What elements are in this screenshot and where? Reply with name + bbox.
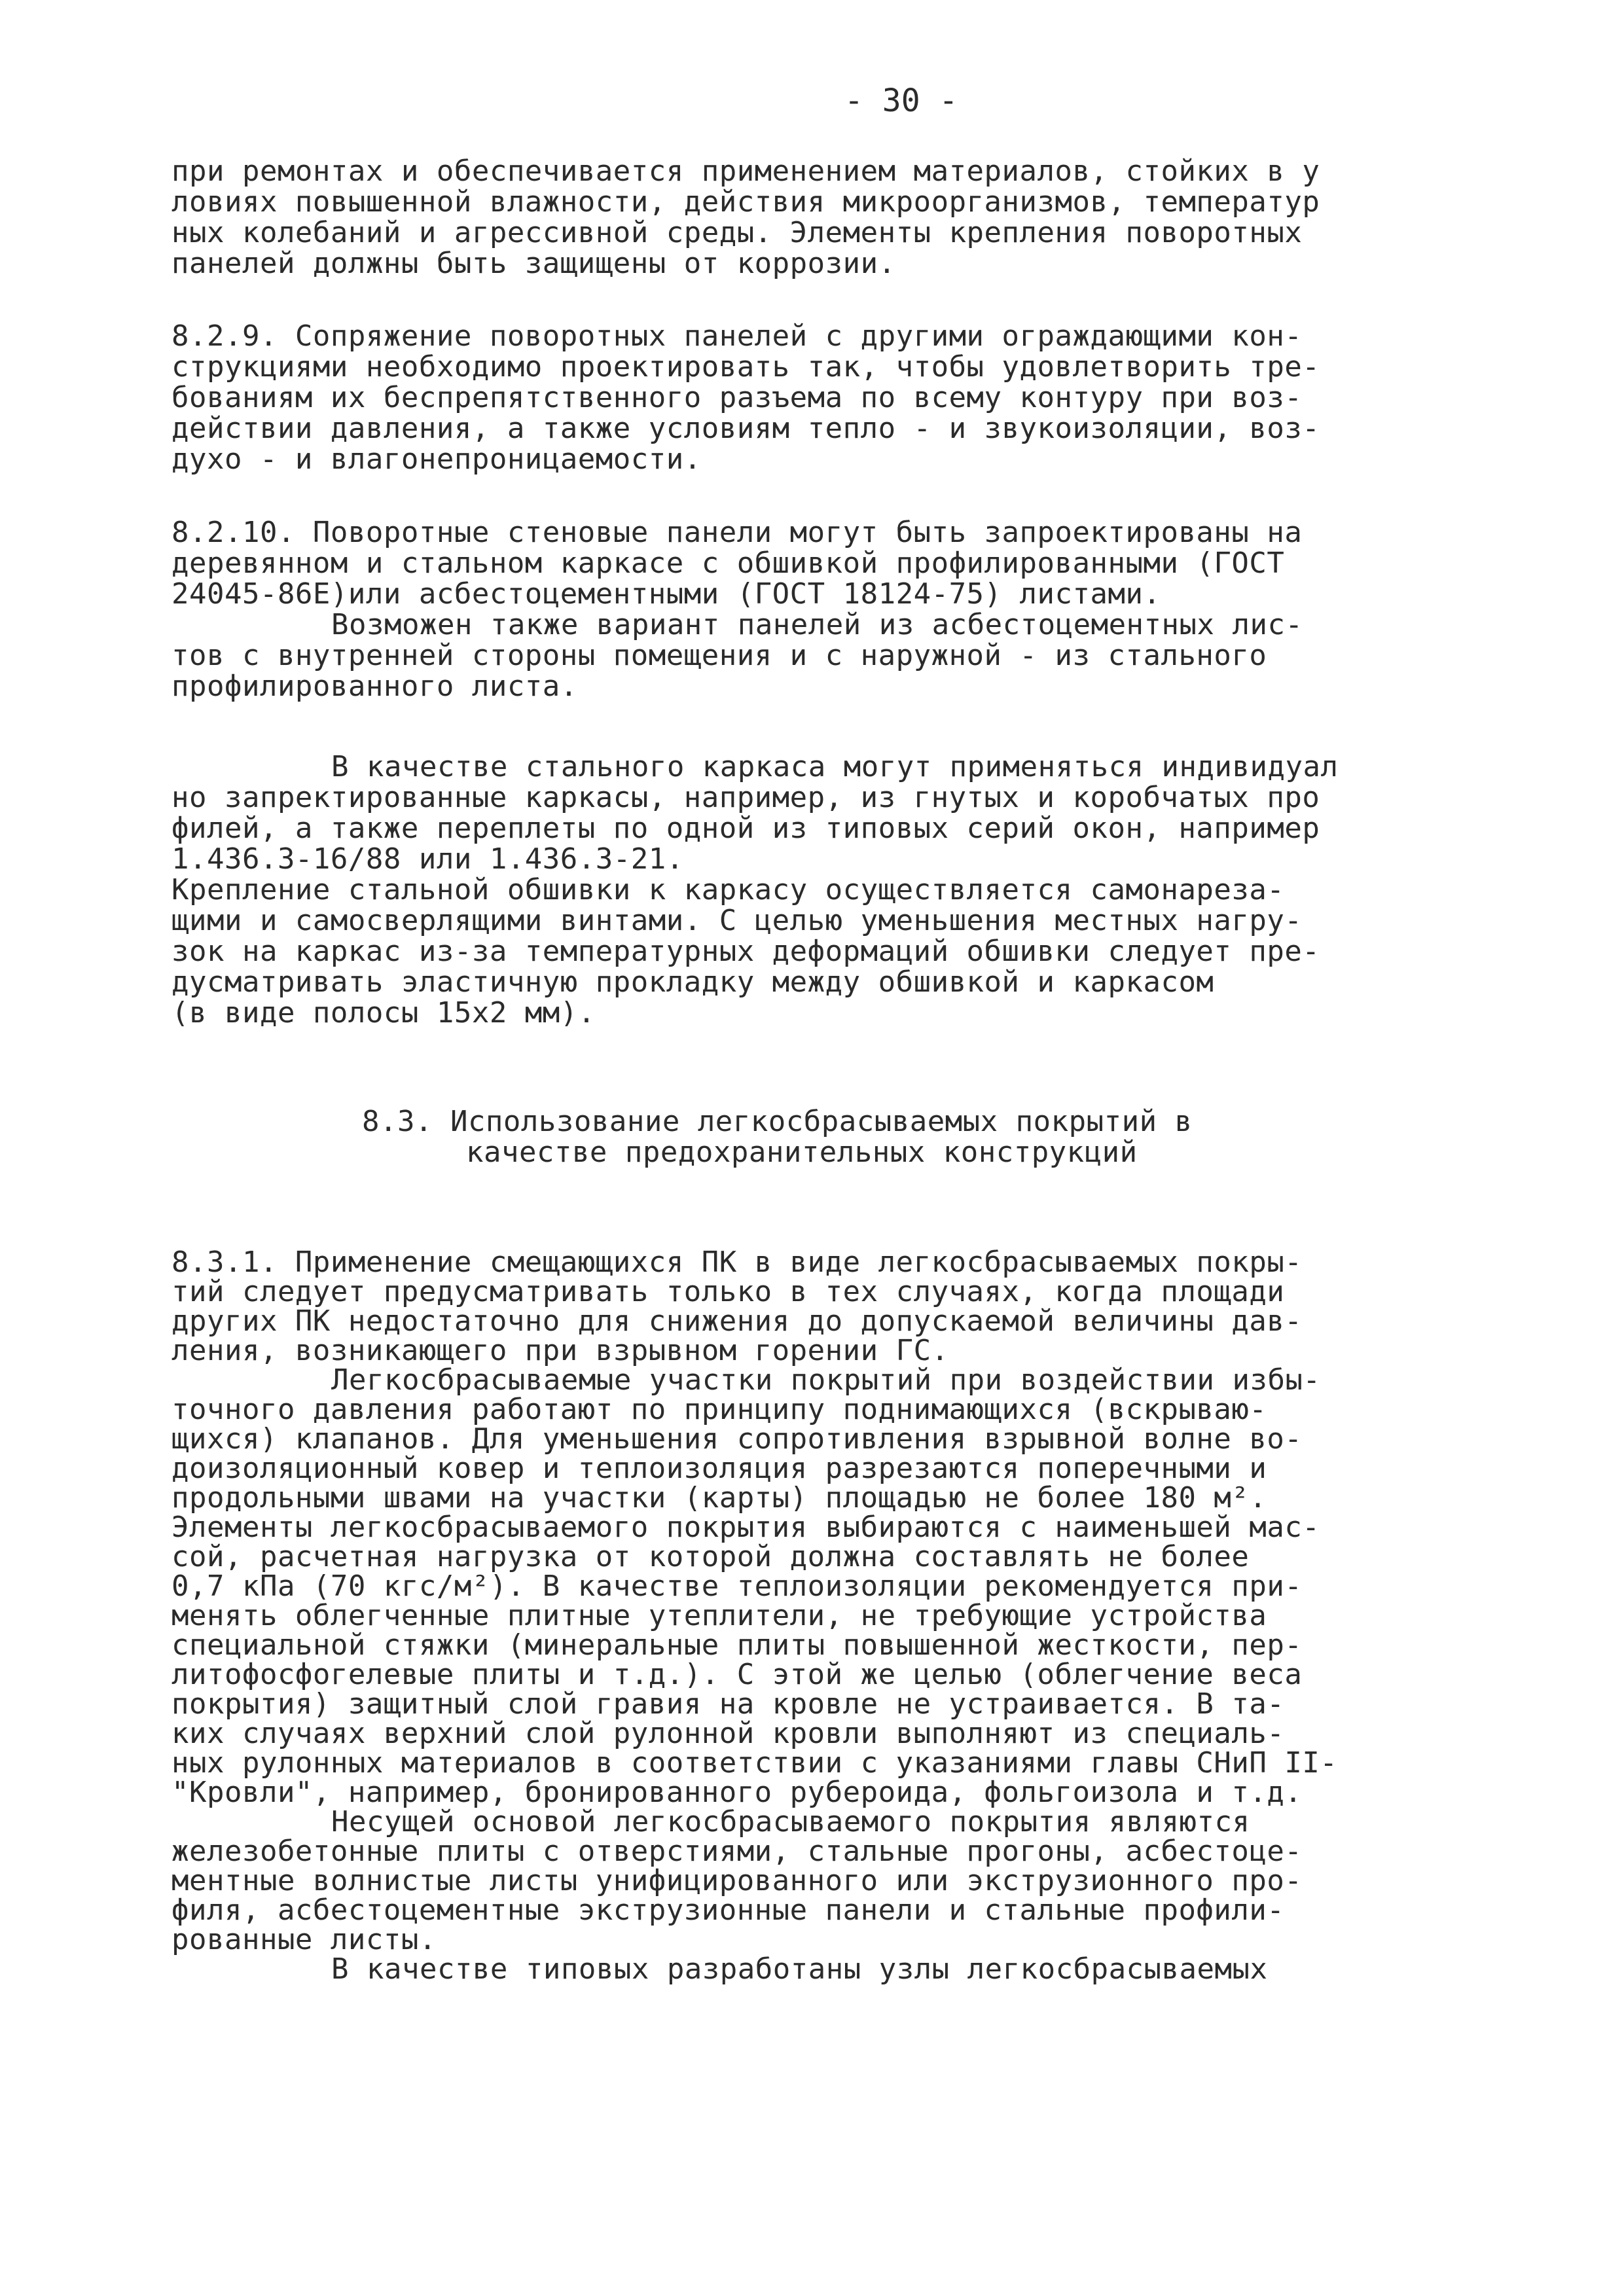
page-number: - 30 - [844,82,958,119]
text-line: духо - и влагонепроницаемости. [171,442,702,476]
text-line: дусматривать эластичную прокладку между обшивкой и каркасом [171,965,1214,999]
text-line: сой, расчетная нагрузка от которой должна составлять не более [171,1540,1250,1573]
text-line: но запректированные каркасы, например, из гнутых и коробчатых про [171,781,1320,814]
text-line: доизоляционный ковер и теплоизоляция разрезаются поперечными и [171,1452,1267,1485]
text-line: (в виде полосы 15х2 мм). [171,996,596,1030]
text-line: ных рулонных материалов в соответствии с указаниями главы СНиП II- [171,1746,1338,1780]
heading-line: 8.3. Использование легкосбрасываемых покрытий в [362,1105,1193,1138]
text-line: ловиях повышенной влажности, действия микроорганизмов, температур [171,185,1320,219]
text-line: зок на каркас из-за температурных деформаций обшивки следует пре- [171,935,1320,968]
text-line: при ремонтах и обеспечивается применением материалов, стойких в у [171,154,1320,188]
text-line: 8.3.1. Применение смещающихся ПК в виде легкосбрасываемых покры- [171,1246,1303,1279]
text-line: ления, возникающего при взрывном горении ГС. [171,1334,949,1367]
heading-line: качестве предохранительных конструкций [466,1136,1138,1169]
text-line: филя, асбестоцементные экструзионные панели и стальные профили- [171,1893,1285,1927]
text-line: 8.2.9. Сопряжение поворотных панелей с другими ограждающими кон- [171,319,1303,353]
text-line: Легкосбрасываемые участки покрытий при воздействии избы- [331,1363,1321,1397]
text-line: покрытия) защитный слой гравия на кровле не устраивается. В та- [171,1687,1285,1721]
text-line: филей, а также переплеты по одной из типовых серий окон, например [171,812,1320,845]
text-line: "Кровли", например, бронированного рубероида, фольгоизола и т.д. [171,1776,1303,1809]
text-line: Крепление стальной обшивки к каркасу осуществляется самонареза- [171,873,1285,906]
text-line: других ПК недостаточно для снижения до допускаемой величины дав- [171,1304,1303,1338]
text-line: точного давления работают по принципу поднимающихся (вскрываю- [171,1393,1267,1426]
text-line: действии давления, а также условиям тепло - и звукоизоляции, воз- [171,412,1320,445]
text-line: щихся) клапанов. Для уменьшения сопротивления взрывной волне во- [171,1422,1303,1456]
text-line: железобетонные плиты с отверстиями, стальные прогоны, асбестоце- [171,1835,1303,1868]
text-line: бованиям их беспрепятственного разъема по всему контуру при воз- [171,381,1303,414]
text-line: ментные волнистые листы унифицированного или экструзионного про- [171,1864,1303,1897]
text-line: профилированного листа. [171,670,578,703]
text-line: 0,7 кПа (70 кгс/м²). В качестве теплоизоляции рекомендуется при- [171,1570,1303,1603]
text-line: литофосфогелевые плиты и т.д.). С этой же целью (облегчение веса [171,1658,1303,1691]
text-line: ких случаях верхний слой рулонной кровли выполняют из специаль- [171,1717,1285,1750]
text-line: щими и самосверлящими винтами. С целью уменьшения местных нагру- [171,904,1303,937]
text-line: 24045-86Е)или асбестоцементными (ГОСТ 18124-75) листами. [171,577,1161,611]
text-line: Возможен также вариант панелей из асбестоцементных лис- [331,608,1303,641]
text-line: специальной стяжки (минеральные плиты повышенной жесткости, пер- [171,1628,1303,1662]
text-line: тов с внутренней стороны помещения и с наружной - из стального [171,639,1267,672]
text-line: Элементы легкосбрасываемого покрытия выбираются с наименьшей мас- [171,1511,1320,1544]
text-line: панелей должны быть защищены от коррозии. [171,247,896,280]
text-line: струкциями необходимо проектировать так, чтобы удовлетворить тре- [171,350,1320,384]
text-line: 1.436.3-16/88 или 1.436.3-21. [171,842,684,876]
text-line: тий следует предусматривать только в тех случаях, когда площади [171,1275,1285,1308]
text-line: В качестве типовых разработаны узлы легкосбрасываемых [331,1952,1268,1986]
text-line: В качестве стального каркаса могут применяться индивидуал [331,750,1339,783]
text-line: деревянном и стальном каркасе с обшивкой профилированными (ГОСТ [171,547,1285,580]
text-line: продольными швами на участки (карты) площадью не более 180 м². [171,1481,1267,1515]
text-line: рованные листы. [171,1923,437,1956]
text-line: 8.2.10. Поворотные стеновые панели могут быть запроектированы на [171,516,1303,549]
text-line: менять облегченные плитные утеплители, не требующие устройства [171,1599,1267,1632]
text-line: Несущей основой легкосбрасываемого покрытия являются [331,1805,1250,1839]
text-line: ных колебаний и агрессивной среды. Элементы крепления поворотных [171,216,1303,249]
